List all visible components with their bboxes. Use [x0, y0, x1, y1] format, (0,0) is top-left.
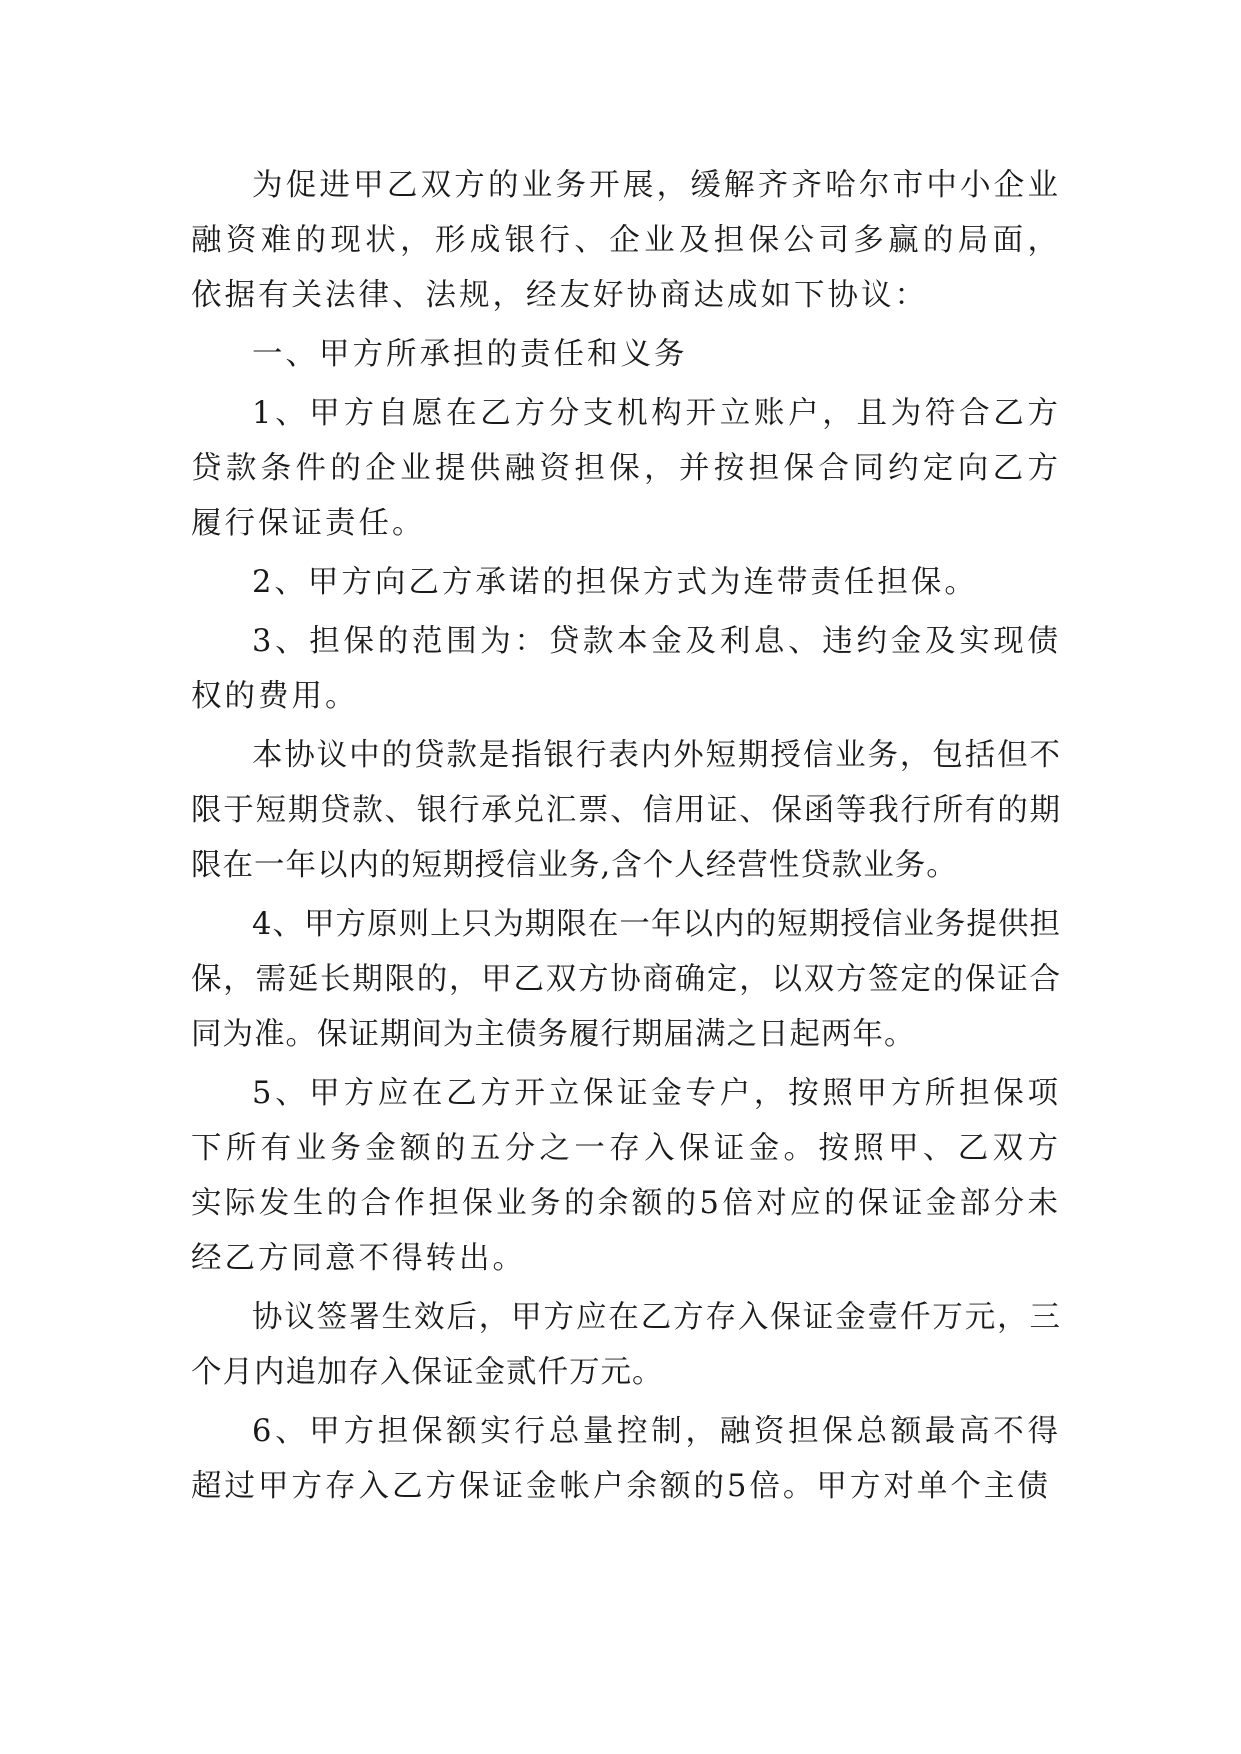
clause-3: 3、担保的范围为：贷款本金及利息、违约金及实现债权的费用。 [191, 624, 1061, 714]
section-heading-1: 一、甲方所承担的责任和义务 [252, 337, 688, 372]
document-body [191, 158, 1061, 1518]
loan-definition: 本协议中的贷款是指银行表内外短期授信业务，包括但不限于短期贷款、银行承兑汇票、信用证、保函等我行所有的期限在一年以内的短期授信业务,含个人经营性贷款业务。 [191, 738, 1061, 883]
clause-4: 4、甲方原则上只为期限在一年以内的短期授信业务提供担保，需延长期限的，甲乙双方协商确定，以双方签定的保证合同为准。保证期间为主债务履行期届满之日起两年。 [191, 907, 1061, 1052]
deposit-terms: 协议签署生效后，甲方应在乙方存入保证金壹仟万元，三个月内追加存入保证金贰仟万元。 [191, 1300, 1061, 1390]
clause-2: 2、甲方向乙方承诺的担保方式为连带责任担保。 [252, 565, 978, 600]
paragraph-intro: 为促进甲乙双方的业务开展，缓解齐齐哈尔市中小企业融资难的现状，形成银行、企业及担保公司多赢的局面，依据有关法律、法规，经友好协商达成如下协议： [191, 168, 1061, 313]
clause-6: 6、甲方担保额实行总量控制，融资担保总额最高不得超过甲方存入乙方保证金帐户余额的5倍。甲方对单个主债 [191, 1414, 1061, 1504]
clause-5: 5、甲方应在乙方开立保证金专户，按照甲方所担保项下所有业务金额的五分之一存入保证金。按照甲、乙双方实际发生的合作担保业务的余额的5倍对应的保证金部分未经乙方同意不得转出。 [191, 1076, 1061, 1276]
clause-1: 1、甲方自愿在乙方分支机构开立账户，且为符合乙方贷款条件的企业提供融资担保，并按担保合同约定向乙方履行保证责任。 [191, 396, 1061, 541]
